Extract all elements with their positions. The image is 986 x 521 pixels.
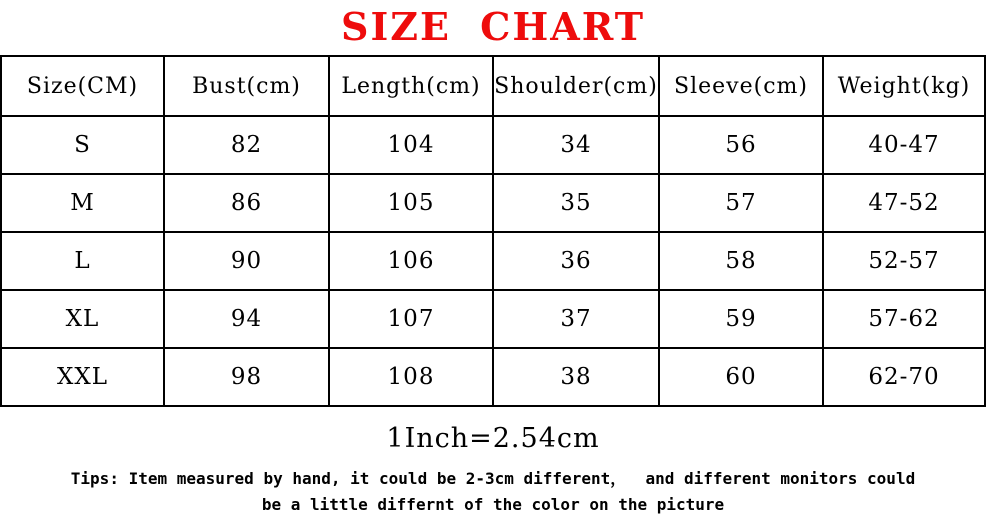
cell-size: L — [1, 232, 164, 290]
cell-size: XXL — [1, 348, 164, 406]
cell-shoulder: 34 — [493, 116, 659, 174]
cell-weight: 52-57 — [823, 232, 985, 290]
table-row-xl — [1, 290, 985, 348]
tips-text — [0, 466, 986, 518]
cell-size: XL — [1, 290, 164, 348]
cell-size: S — [1, 116, 164, 174]
table-row-l — [1, 232, 985, 290]
cell-bust: 98 — [164, 348, 329, 406]
col-header-bust: Bust(cm) — [164, 56, 329, 116]
inch-conversion-note: 1Inch=2.54cm — [386, 423, 600, 454]
col-header-weight: Weight(kg) — [823, 56, 985, 116]
cell-shoulder: 36 — [493, 232, 659, 290]
cell-weight: 47-52 — [823, 174, 985, 232]
cell-bust: 94 — [164, 290, 329, 348]
cell-weight: 62-70 — [823, 348, 985, 406]
cell-weight: 40-47 — [823, 116, 985, 174]
cell-length: 108 — [329, 348, 493, 406]
table-row-xxl — [1, 348, 985, 406]
cell-shoulder: 37 — [493, 290, 659, 348]
cell-length: 107 — [329, 290, 493, 348]
cell-shoulder: 35 — [493, 174, 659, 232]
cell-weight: 57-62 — [823, 290, 985, 348]
cell-sleeve: 58 — [659, 232, 823, 290]
col-header-sleeve: Sleeve(cm) — [659, 56, 823, 116]
cell-size: M — [1, 174, 164, 232]
col-header-shoulder: Shoulder(cm) — [493, 56, 659, 116]
cell-bust: 82 — [164, 116, 329, 174]
header-row — [1, 56, 985, 116]
table-row-s — [1, 116, 985, 174]
cell-bust: 86 — [164, 174, 329, 232]
cell-sleeve: 60 — [659, 348, 823, 406]
cell-shoulder: 38 — [493, 348, 659, 406]
table-row-m — [1, 174, 985, 232]
cell-sleeve: 56 — [659, 116, 823, 174]
page-title: SIZE CHART — [341, 4, 645, 49]
cell-sleeve: 59 — [659, 290, 823, 348]
tips-line-2: be a little differnt of the color on the picture — [261, 495, 725, 514]
col-header-length: Length(cm) — [329, 56, 493, 116]
cell-length: 105 — [329, 174, 493, 232]
cell-length: 104 — [329, 116, 493, 174]
tips-line-1: Tips: Item measured by hand, it could be 2-3cm different， and different monitors could — [70, 469, 916, 488]
cell-length: 106 — [329, 232, 493, 290]
col-header-size: Size(CM) — [1, 56, 164, 116]
cell-bust: 90 — [164, 232, 329, 290]
cell-sleeve: 57 — [659, 174, 823, 232]
size-chart-table — [0, 55, 986, 407]
